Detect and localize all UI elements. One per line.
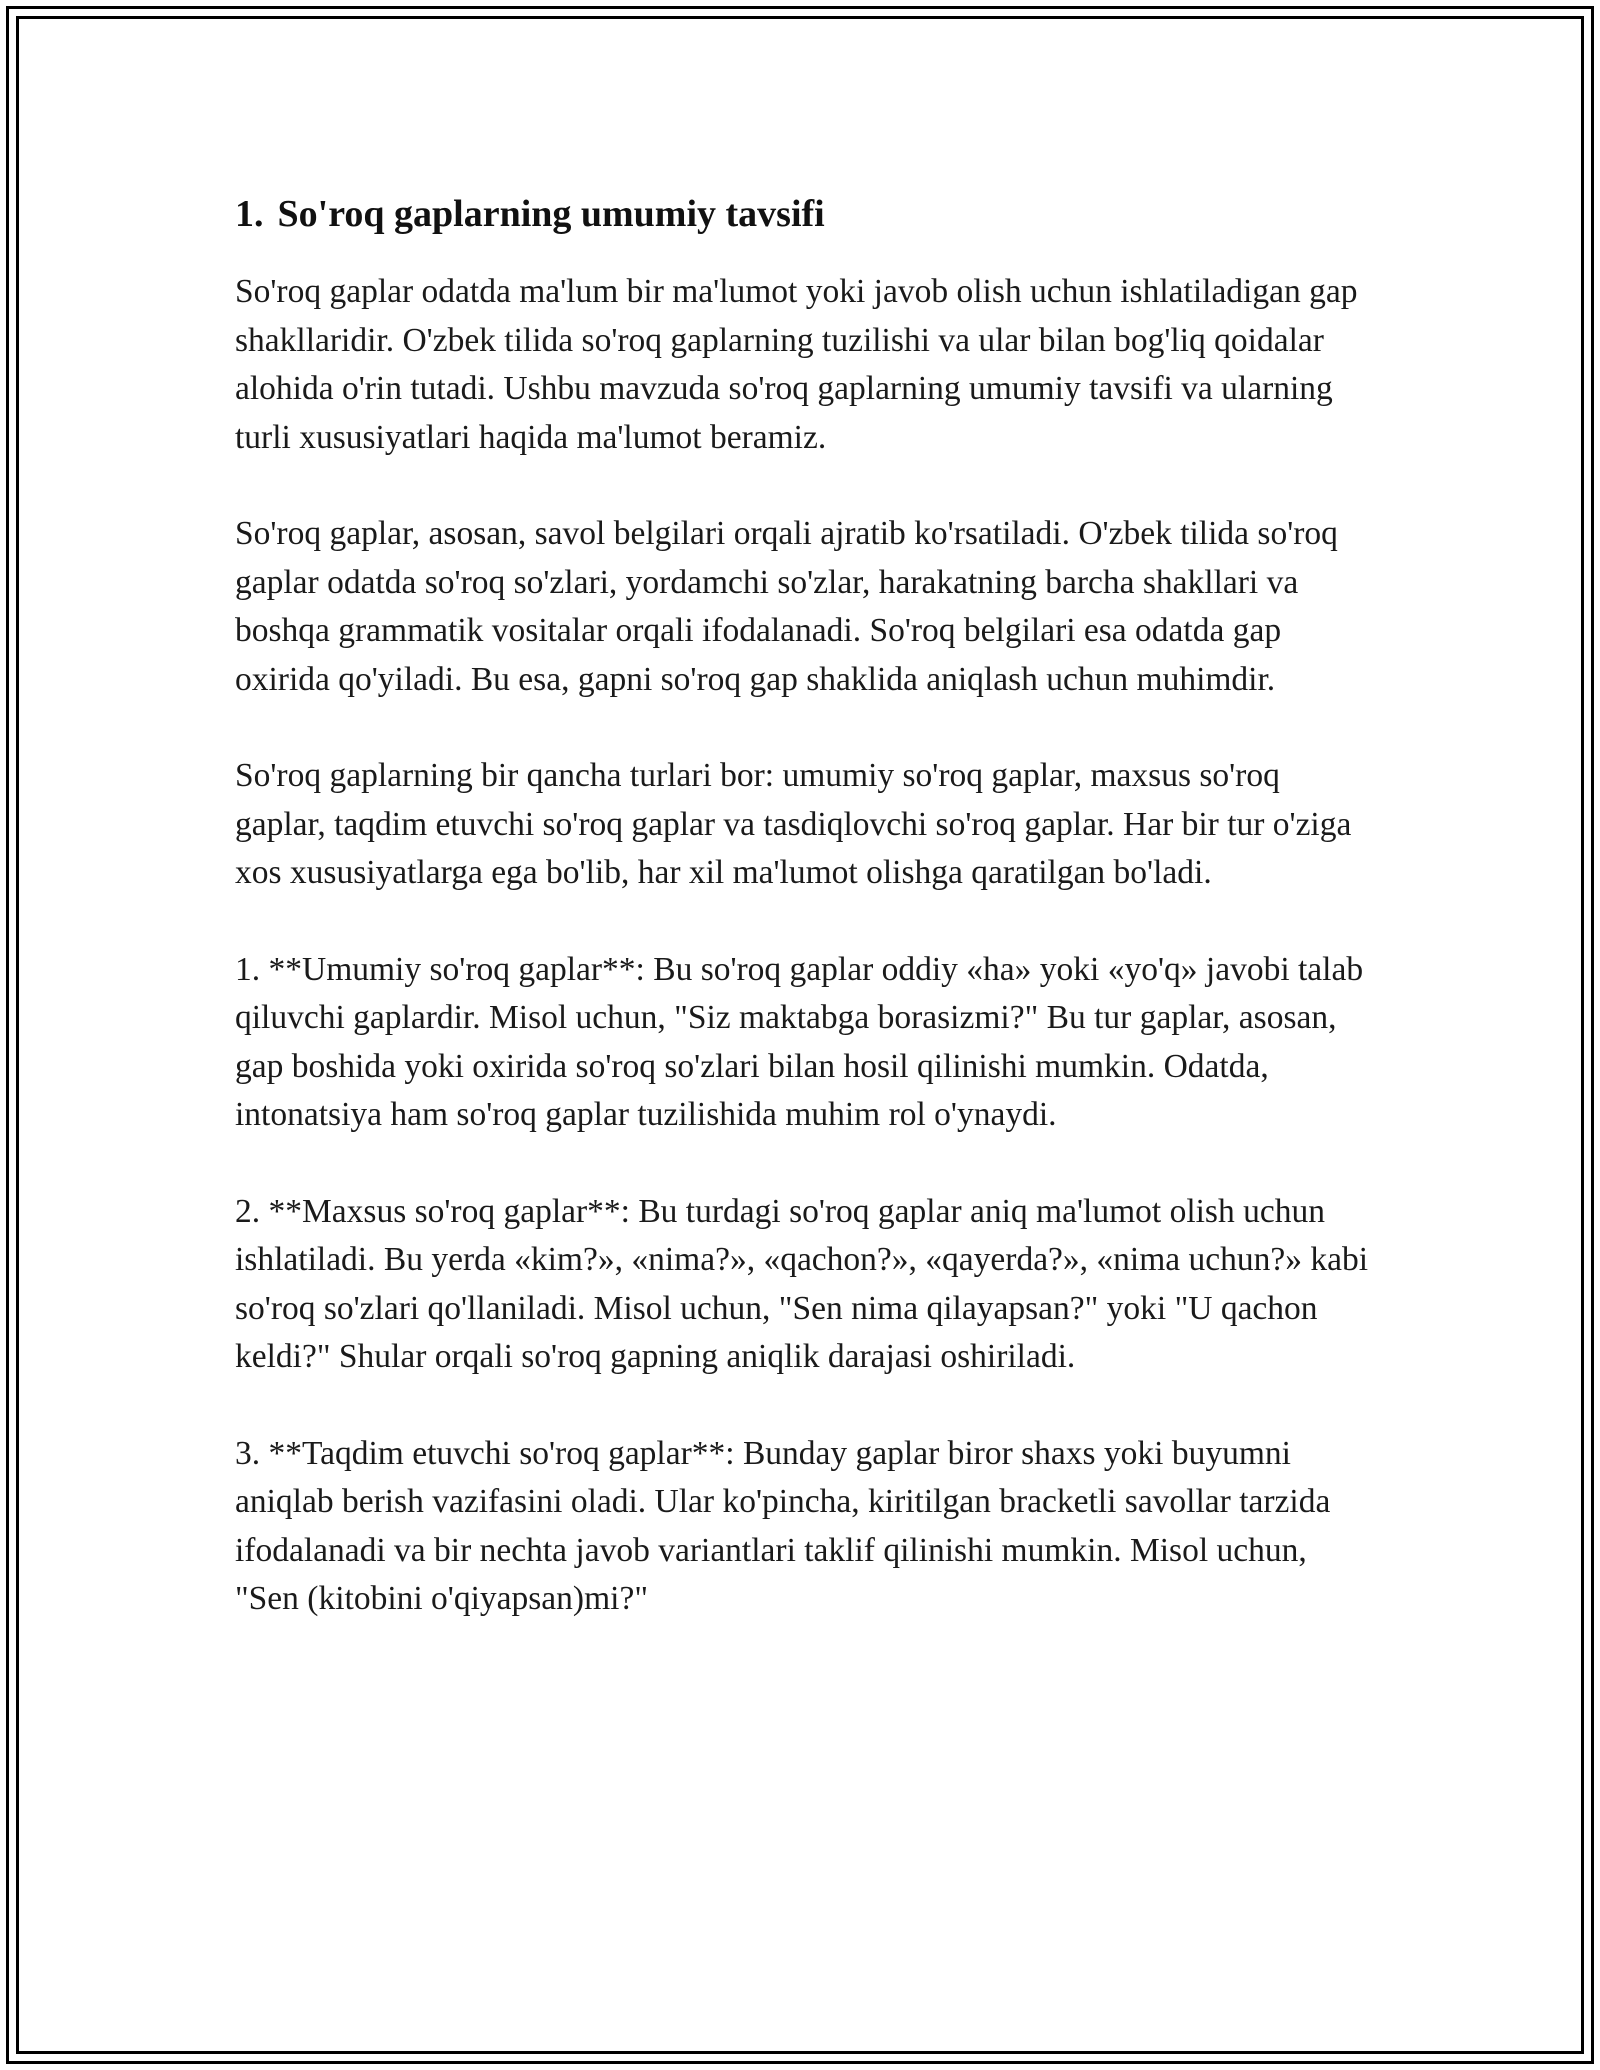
document-body	[235, 188, 1375, 1624]
section-heading	[235, 188, 1375, 240]
list-item-general-questions: 1. **Umumiy so'roq gaplar**: Bu so'roq gaplar oddiy «ha» yoki «yo'q» javobi talab qiluvchi gaplardir. Misol uchun, "Siz maktabga borasizmi?" Bu tur gaplar, asosan, gap boshida yoki oxirida so'roq so'zlari bilan hosil qilinishi mumkin. Odatda, intonatsiya ham so'roq gaplar tuzilishida muhim rol o'ynaydi.	[235, 950, 1364, 1133]
paragraph-intro: So'roq gaplar odatda ma'lum bir ma'lumot yoki javob olish uchun ishlatiladigan gap shakllaridir. O'zbek tilida so'roq gaplarning tuzilishi va ular bilan bog'liq qoidalar alohida o'rin tutadi. Ushbu mavzuda so'roq gaplarning umumiy tavsifi va ularning turli xususiyatlari haqida ma'lumot beramiz.	[235, 273, 1358, 456]
section-title: So'roq gaplarning umumiy tavsifi	[277, 193, 825, 235]
section-number: 1.	[235, 193, 264, 235]
list-item-special-questions: 2. **Maxsus so'roq gaplar**: Bu turdagi so'roq gaplar aniq ma'lumot olish uchun ishlatiladi. Bu yerda «kim?», «nima?», «qachon?», «qayerda?», «nima uchun?» kabi so'roq so'zlari qo'llaniladi. Misol uchun, "Sen nima qilayapsan?" yoki "U qachon keldi?" Shular orqali so'roq gapning aniqlik darajasi oshiriladi.	[235, 1192, 1369, 1375]
paragraph-question-marks: So'roq gaplar, asosan, savol belgilari orqali ajratib ko'rsatiladi. O'zbek tilida so'roq gaplar odatda so'roq so'zlari, yordamchi so'zlar, harakatning barcha shakllari va boshqa grammatik vositalar orqali ifodalanadi. So'roq belgilari esa odatda gap oxirida qo'yiladi. Bu esa, gapni so'roq gap shaklida aniqlash uchun muhimdir.	[235, 515, 1338, 698]
list-item-presenting-questions: 3. **Taqdim etuvchi so'roq gaplar**: Bunday gaplar biror shaxs yoki buyumni aniqlab berish vazifasini oladi. Ular ko'pincha, kiritilgan bracketli savollar tarzida ifodalanadi va bir nechta javob variantlari taklif qilinishi mumkin. Misol uchun, "Sen (kitobini o'qiyapsan)mi?"	[235, 1434, 1331, 1617]
paragraph-types: So'roq gaplarning bir qancha turlari bor: umumiy so'roq gaplar, maxsus so'roq gaplar, taqdim etuvchi so'roq gaplar va tasdiqlovchi so'roq gaplar. Har bir tur o'ziga xos xususiyatlarga ega bo'lib, har xil ma'lumot olishga qaratilgan bo'ladi.	[235, 757, 1352, 891]
